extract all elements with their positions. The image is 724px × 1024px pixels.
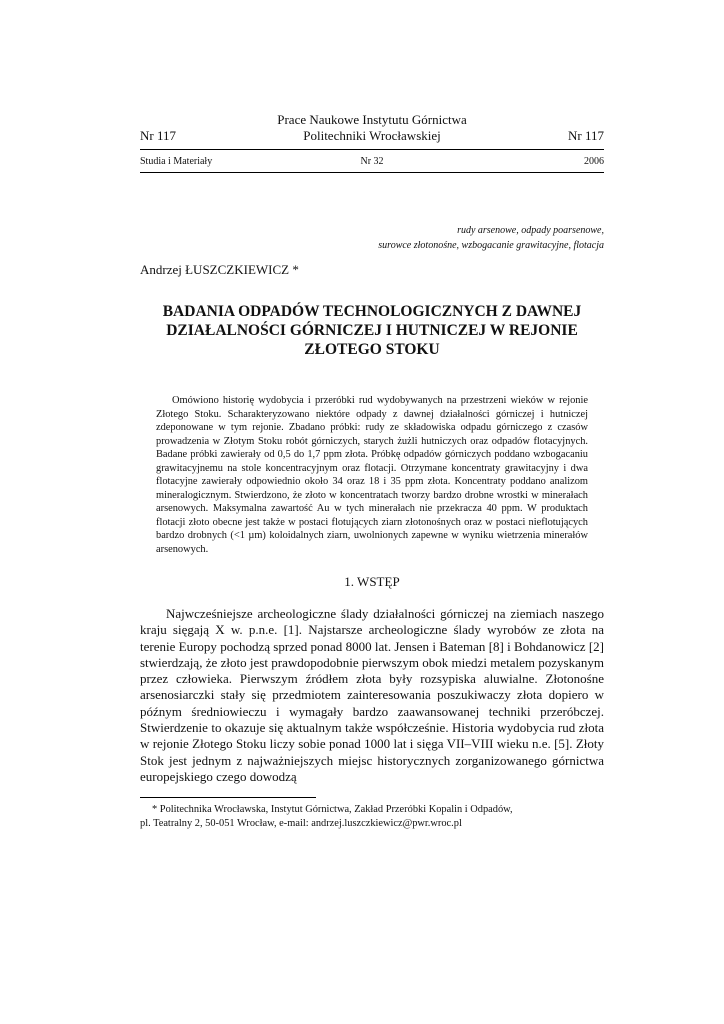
- footnote-line2: pl. Teatralny 2, 50-051 Wrocław, e-mail: andrzej.luszczkiewicz@pwr.wroc.pl: [140, 818, 462, 829]
- subseries-number: Nr 32: [360, 156, 384, 167]
- abstract-text: Omówiono historię wydobycia i przeróbki rud wydobywanych na przestrzeni wieków w rejonie Złotego Stoku. Scharakteryzowano niektóre odpady z dawnej działalności górniczej i hutniczej zdeponowane w tym rejonie. Zbadano próbki: rudy ze składowiska odpadu górniczego z czasów prowadzenia w Złotym Stoku robót górniczych, starych żużli hutniczych oraz odpadów flotacyjnych. Badane próbki zawierały od 0,5 do 1,7 ppm złota. Próbkę odpadów górniczych poddano wzbogacaniu grawitacyjnemu na stole koncentracyjnym oraz flotacji. Otrzymane koncentraty grawitacyjny i dwa flotacyjne zawierały odpowiednio około 34 oraz 18 i 35 ppm złota. Koncentraty poddano analizom mineralogicznym. Stwierdzono, że złoto w koncentratach tworzy bardzo drobne wrostki w minerałach arsenowych. Maksymalna zawartość Au w tych minerałach nie przekracza 40 ppm. W produktach flotacji złoto obecne jest także w postaci flotujących ziarn złotonośnych oraz w postaci nieflotujących bardzo drobnych (<1 µm) koloidalnych ziarn, uwolnionych zapewne w wyniku wietrzenia minerałów arsenowych.: [156, 395, 588, 555]
- keywords-line2: surowce złotonośne, wzbogacanie grawitacyjne, flotacja: [378, 240, 604, 251]
- subheader-row: [140, 156, 604, 170]
- author-name: Andrzej ŁUSZCZKIEWICZ *: [140, 262, 299, 277]
- footnote: [140, 803, 604, 831]
- abstract: [156, 394, 588, 556]
- keywords: [378, 223, 604, 253]
- footnote-line1: * Politechnika Wrocławska, Instytut Górnictwa, Zakład Przeróbki Kopalin i Odpadów,: [152, 804, 513, 815]
- body-paragraph: Najwcześniejsze archeologiczne ślady działalności górniczej na ziemiach naszego kraju sięgają X w. p.n.e. [1]. Najstarsze archeologiczne ślady wyrobów ze złota na terenie Europy pochodzą sprzed ponad 8000 lat. Jensen i Bateman [8] i Bohdanowicz [2] stwierdzają, że złoto jest prawdopodobnie pierwszym obok miedzi metalem pozyskanym przez człowieka. Pierwszym źródłem złota były rozsypiska aluwialne. Złotonośne arsenosiarczki stały się przedmiotem zainteresowania poszukiwaczy złota dopiero w późnym średniowieczu i wymagały bardzo zaawansowanej techniki przeróbczej. Stwierdzenie to okazuje się aktualnym także współcześnie. Historia wydobycia rud złota w rejonie Złotego Stoku liczy sobie ponad 1000 lat i sięga VII–VIII wieku n.e. [5]. Złoty Stok jest jednym z najważniejszych miejsc historycznych zorganizowanego górnictwa europejskiego czego dowodzą: [140, 606, 604, 784]
- footnote-rule: [140, 797, 316, 798]
- subseries-name: Studia i Materiały: [140, 156, 213, 167]
- series-title-line2: Politechniki Wrocławskiej: [303, 128, 441, 143]
- publication-year: 2006: [584, 156, 604, 167]
- keywords-line1: rudy arsenowe, odpady poarsenowe,: [457, 225, 604, 236]
- section-heading: 1. WSTĘP: [344, 574, 400, 589]
- issue-number-left: Nr 117: [140, 128, 176, 143]
- body-text: [140, 606, 604, 785]
- issue-number-right: Nr 117: [568, 128, 604, 143]
- header-rule-top: [140, 149, 604, 150]
- series-title-line1: Prace Naukowe Instytutu Górnictwa: [277, 112, 467, 127]
- header-row: [140, 128, 604, 146]
- header-rule-bottom: [140, 172, 604, 173]
- paper-title: BADANIA ODPADÓW TECHNOLOGICZNYCH Z DAWNEJ DZIAŁALNOŚCI GÓRNICZEJ I HUTNICZEJ W REJONIE ZŁOTEGO STOKU: [162, 303, 582, 358]
